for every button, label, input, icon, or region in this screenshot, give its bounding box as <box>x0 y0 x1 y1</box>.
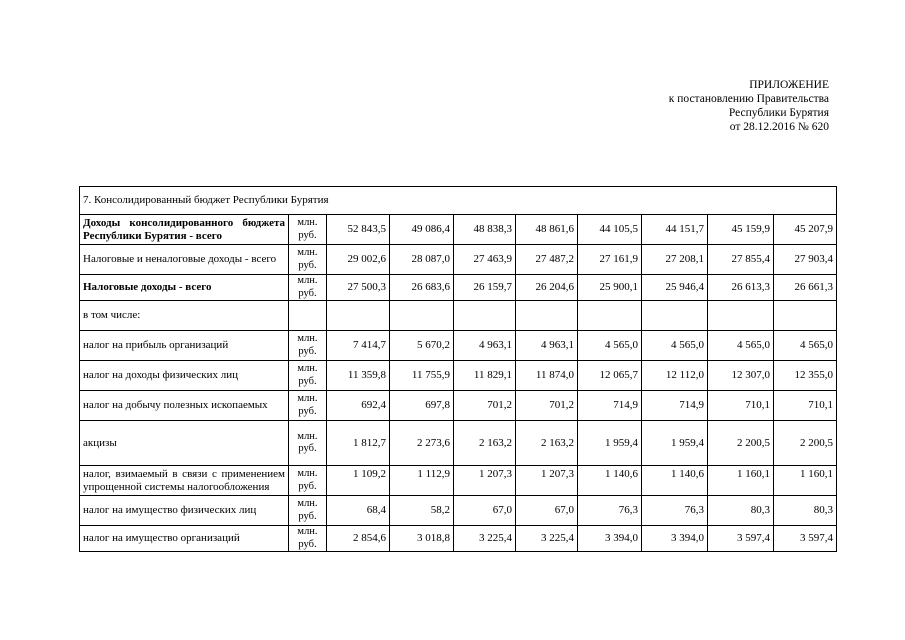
empty-cell <box>289 301 327 331</box>
row-value: 1 812,7 <box>327 421 390 466</box>
row-value: 27 487,2 <box>516 245 578 275</box>
row-value: 27 903,4 <box>774 245 837 275</box>
table-row <box>80 245 837 275</box>
row-indicator-name: Доходы консолидированного бюджета Республики Бурятия - всего <box>80 215 289 245</box>
row-value: 3 225,4 <box>516 526 578 552</box>
appendix-decree-line: к постановлению Правительства <box>668 93 829 105</box>
row-value: 3 225,4 <box>454 526 516 552</box>
row-value: 3 394,0 <box>642 526 708 552</box>
row-unit: млн. руб. <box>289 361 327 391</box>
row-value: 701,2 <box>516 391 578 421</box>
row-value: 12 112,0 <box>642 361 708 391</box>
empty-cell <box>327 301 390 331</box>
row-value: 3 597,4 <box>708 526 774 552</box>
row-value: 3 394,0 <box>578 526 642 552</box>
budget-table <box>79 186 837 552</box>
row-value: 12 065,7 <box>578 361 642 391</box>
row-value: 28 087,0 <box>390 245 454 275</box>
row-value: 12 307,0 <box>708 361 774 391</box>
table-row <box>80 275 837 301</box>
empty-cell <box>774 301 837 331</box>
row-value: 4 963,1 <box>516 331 578 361</box>
row-value: 26 204,6 <box>516 275 578 301</box>
row-value: 76,3 <box>642 496 708 526</box>
row-value: 1 112,9 <box>390 466 454 496</box>
empty-cell <box>708 301 774 331</box>
row-value: 27 161,9 <box>578 245 642 275</box>
row-indicator-name: Налоговые и неналоговые доходы - всего <box>80 245 289 275</box>
subheader-row <box>80 301 837 331</box>
row-value: 2 273,6 <box>390 421 454 466</box>
row-indicator-name: налог на доходы физических лиц <box>80 361 289 391</box>
row-indicator-name: налог на имущество физических лиц <box>80 496 289 526</box>
row-value: 25 900,1 <box>578 275 642 301</box>
row-value: 701,2 <box>454 391 516 421</box>
empty-cell <box>454 301 516 331</box>
row-value: 49 086,4 <box>390 215 454 245</box>
row-value: 714,9 <box>642 391 708 421</box>
row-value: 12 355,0 <box>774 361 837 391</box>
row-value: 714,9 <box>578 391 642 421</box>
row-value: 29 002,6 <box>327 245 390 275</box>
row-value: 4 963,1 <box>454 331 516 361</box>
appendix-date-number: от 28.12.2016 № 620 <box>729 121 829 133</box>
budget-table-body <box>80 187 837 552</box>
row-indicator-name: Налоговые доходы - всего <box>80 275 289 301</box>
row-value: 45 207,9 <box>774 215 837 245</box>
row-value: 1 160,1 <box>774 466 837 496</box>
row-indicator-name: налог на прибыль организаций <box>80 331 289 361</box>
row-value: 27 463,9 <box>454 245 516 275</box>
row-value: 692,4 <box>327 391 390 421</box>
row-value: 58,2 <box>390 496 454 526</box>
empty-cell <box>516 301 578 331</box>
row-value: 710,1 <box>708 391 774 421</box>
table-row <box>80 421 837 466</box>
row-unit: млн. руб. <box>289 391 327 421</box>
row-value: 44 105,5 <box>578 215 642 245</box>
row-value: 80,3 <box>708 496 774 526</box>
appendix-republic-line: Республики Бурятия <box>728 107 829 119</box>
row-value: 26 159,7 <box>454 275 516 301</box>
row-value: 1 959,4 <box>642 421 708 466</box>
empty-cell <box>642 301 708 331</box>
row-value: 2 163,2 <box>516 421 578 466</box>
row-value: 697,8 <box>390 391 454 421</box>
row-value: 67,0 <box>454 496 516 526</box>
row-value: 2 163,2 <box>454 421 516 466</box>
row-value: 76,3 <box>578 496 642 526</box>
appendix-title: ПРИЛОЖЕНИЕ <box>749 79 829 91</box>
row-value: 1 109,2 <box>327 466 390 496</box>
row-value: 3 018,8 <box>390 526 454 552</box>
row-value: 5 670,2 <box>390 331 454 361</box>
empty-cell <box>390 301 454 331</box>
row-value: 1 140,6 <box>578 466 642 496</box>
table-row <box>80 361 837 391</box>
row-value: 67,0 <box>516 496 578 526</box>
table-title: 7. Консолидированный бюджет Республики Бурятия <box>80 187 837 215</box>
row-unit: млн. руб. <box>289 275 327 301</box>
table-row <box>80 391 837 421</box>
row-value: 11 755,9 <box>390 361 454 391</box>
row-value: 27 855,4 <box>708 245 774 275</box>
table-row <box>80 496 837 526</box>
row-indicator-name: акцизы <box>80 421 289 466</box>
row-value: 48 838,3 <box>454 215 516 245</box>
subheader-label: в том числе: <box>80 301 289 331</box>
row-indicator-name: налог на имущество организаций <box>80 526 289 552</box>
row-unit: млн. руб. <box>289 466 327 496</box>
row-value: 44 151,7 <box>642 215 708 245</box>
row-value: 4 565,0 <box>642 331 708 361</box>
table-row <box>80 526 837 552</box>
empty-cell <box>578 301 642 331</box>
row-value: 3 597,4 <box>774 526 837 552</box>
row-unit: млн. руб. <box>289 215 327 245</box>
row-value: 2 200,5 <box>774 421 837 466</box>
row-value: 710,1 <box>774 391 837 421</box>
table-row <box>80 215 837 245</box>
row-value: 1 207,3 <box>454 466 516 496</box>
row-value: 26 661,3 <box>774 275 837 301</box>
row-value: 4 565,0 <box>774 331 837 361</box>
row-value: 80,3 <box>774 496 837 526</box>
row-value: 2 200,5 <box>708 421 774 466</box>
table-title-row <box>80 187 837 215</box>
row-unit: млн. руб. <box>289 421 327 466</box>
row-value: 2 854,6 <box>327 526 390 552</box>
row-value: 4 565,0 <box>708 331 774 361</box>
row-value: 27 208,1 <box>642 245 708 275</box>
row-value: 48 861,6 <box>516 215 578 245</box>
row-indicator-name: налог на добычу полезных ископаемых <box>80 391 289 421</box>
row-value: 68,4 <box>327 496 390 526</box>
row-value: 1 140,6 <box>642 466 708 496</box>
row-value: 26 683,6 <box>390 275 454 301</box>
row-value: 52 843,5 <box>327 215 390 245</box>
row-value: 11 359,8 <box>327 361 390 391</box>
row-value: 27 500,3 <box>327 275 390 301</box>
row-value: 11 829,1 <box>454 361 516 391</box>
row-value: 4 565,0 <box>578 331 642 361</box>
row-unit: млн. руб. <box>289 331 327 361</box>
row-value: 1 207,3 <box>516 466 578 496</box>
row-value: 45 159,9 <box>708 215 774 245</box>
row-value: 7 414,7 <box>327 331 390 361</box>
appendix-block <box>669 78 829 134</box>
row-value: 1 160,1 <box>708 466 774 496</box>
row-unit: млн. руб. <box>289 526 327 552</box>
table-row <box>80 331 837 361</box>
row-unit: млн. руб. <box>289 245 327 275</box>
row-indicator-name: налог, взимаемый в связи с применением упрощенной системы налогообложения <box>80 466 289 496</box>
row-value: 1 959,4 <box>578 421 642 466</box>
row-unit: млн. руб. <box>289 496 327 526</box>
row-value: 26 613,3 <box>708 275 774 301</box>
row-value: 11 874,0 <box>516 361 578 391</box>
row-value: 25 946,4 <box>642 275 708 301</box>
table-row <box>80 466 837 496</box>
